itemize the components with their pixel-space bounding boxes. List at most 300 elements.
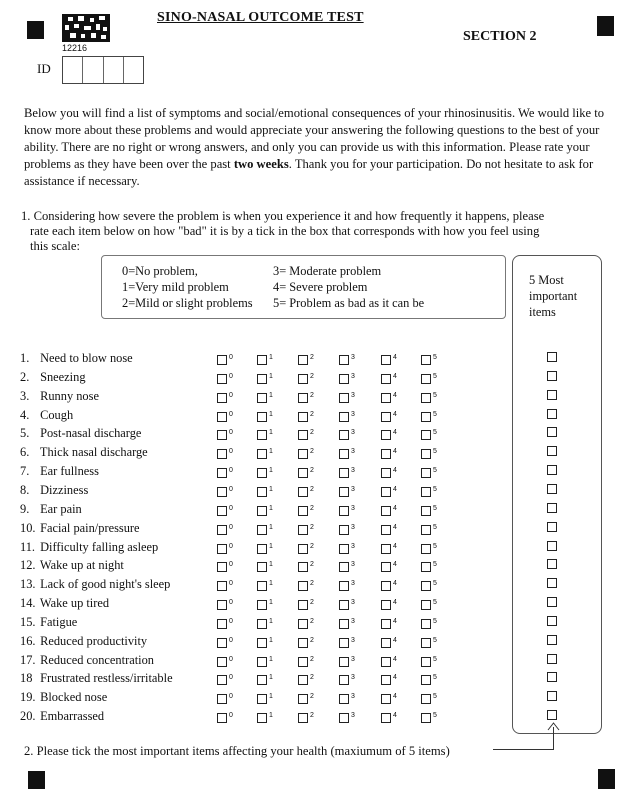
important-item-checkbox[interactable] [547,635,557,645]
score-checkbox[interactable] [257,675,267,685]
score-label: 1 [269,636,273,644]
score-label: 5 [433,561,437,569]
score-label: 0 [229,485,233,493]
score-checkbox[interactable] [298,581,308,591]
score-label: 5 [433,599,437,607]
score-checkbox[interactable] [381,393,391,403]
score-checkbox[interactable] [257,487,267,497]
important-item-checkbox[interactable] [547,578,557,588]
score-label: 3 [351,372,355,380]
score-label: 5 [433,655,437,663]
score-label: 1 [269,504,273,512]
symptom-label: Wake up at night [37,558,124,573]
score-label: 5 [433,693,437,701]
score-checkbox[interactable] [421,449,431,459]
symptom-label: Sneezing [37,369,86,384]
score-checkbox[interactable] [257,600,267,610]
symptom-number: 4. [20,407,30,422]
symptom-number: 2. [20,369,30,384]
score-label: 3 [351,504,355,512]
most-important-heading: 5 Most important items [529,273,578,319]
score-checkbox[interactable] [381,657,391,667]
score-label: 0 [229,354,233,361]
score-label: 0 [229,410,233,418]
score-label: 4 [393,674,397,682]
score-label: 4 [393,580,397,588]
score-checkbox[interactable] [381,374,391,384]
score-checkbox[interactable] [381,638,391,648]
score-label: 1 [269,372,273,380]
score-checkbox[interactable] [298,487,308,497]
important-item-checkbox[interactable] [547,503,557,513]
symptom-label: Ear pain [37,501,82,516]
score-checkbox[interactable] [298,468,308,478]
score-label: 2 [310,655,314,663]
important-item-checkbox[interactable] [547,446,557,456]
score-checkbox[interactable] [339,581,349,591]
symptom-number: 12. [20,558,36,573]
score-checkbox[interactable] [421,694,431,704]
score-checkbox[interactable] [257,562,267,572]
score-label: 4 [393,636,397,644]
score-label: 5 [433,354,437,361]
score-label: 0 [229,599,233,607]
score-checkbox[interactable] [381,412,391,422]
symptom-row [20,521,140,536]
symptom-label: Runny nose [37,388,99,403]
score-checkbox[interactable] [339,675,349,685]
score-checkbox[interactable] [421,619,431,629]
score-label: 3 [351,467,355,475]
score-checkbox[interactable] [298,638,308,648]
score-label: 3 [351,485,355,493]
registration-mark-top-left [27,21,44,39]
score-checkbox[interactable] [298,374,308,384]
score-checkbox[interactable] [298,412,308,422]
score-checkbox[interactable] [381,525,391,535]
score-label: 2 [310,504,314,512]
score-label: 0 [229,693,233,701]
score-label: 4 [393,693,397,701]
score-checkbox[interactable] [298,619,308,629]
symptom-label: Ear fullness [37,464,99,479]
score-checkbox[interactable] [217,430,227,440]
score-label: 1 [269,391,273,399]
score-checkbox[interactable] [217,412,227,422]
score-label: 1 [269,655,273,663]
important-item-checkbox[interactable] [547,691,557,701]
score-label: 1 [269,674,273,682]
symptom-number: 9. [20,501,30,516]
score-checkbox[interactable] [381,675,391,685]
score-checkbox[interactable] [298,713,308,723]
score-checkbox[interactable] [298,525,308,535]
score-checkbox[interactable] [217,506,227,516]
score-checkbox[interactable] [217,581,227,591]
score-label: 2 [310,485,314,493]
score-label: 0 [229,429,233,437]
score-checkbox[interactable] [421,581,431,591]
score-checkbox[interactable] [339,600,349,610]
important-item-checkbox[interactable] [547,672,557,682]
score-checkbox[interactable] [257,638,267,648]
score-label: 5 [433,542,437,550]
score-label: 4 [393,523,397,531]
score-checkbox[interactable] [381,694,391,704]
score-label: 3 [351,636,355,644]
score-checkbox[interactable] [339,412,349,422]
score-checkbox[interactable] [217,355,227,365]
symptom-label: Reduced concentration [37,652,154,667]
score-checkbox[interactable] [421,675,431,685]
symptom-label: Cough [37,407,74,422]
score-label: 4 [393,448,397,456]
score-label: 5 [433,448,437,456]
symptom-number: 19. [20,690,36,705]
score-checkbox[interactable] [257,694,267,704]
score-label: 0 [229,636,233,644]
important-item-checkbox[interactable] [547,710,557,720]
score-checkbox[interactable] [298,430,308,440]
important-item-checkbox[interactable] [547,352,557,362]
important-item-checkbox[interactable] [547,541,557,551]
score-label: 2 [310,599,314,607]
score-checkbox[interactable] [298,694,308,704]
score-checkbox[interactable] [421,393,431,403]
scale-0: 0=No problem, [122,264,198,278]
score-label: 3 [351,674,355,682]
intro-emphasis: two weeks [233,157,289,171]
score-label: 5 [433,580,437,588]
symptom-row [20,389,99,404]
score-checkbox[interactable] [421,638,431,648]
question-1 [21,209,611,254]
score-label: 3 [351,391,355,399]
score-checkbox[interactable] [381,562,391,572]
id-digit-box[interactable] [63,57,83,83]
scale-4: 4= Severe problem [273,280,368,294]
registration-mark-bottom-left [28,771,45,789]
score-label: 0 [229,504,233,512]
score-label: 2 [310,372,314,380]
form-barcode [62,14,110,42]
score-checkbox[interactable] [257,525,267,535]
score-label: 2 [310,561,314,569]
symptom-label: Wake up tired [37,596,110,611]
question-1-line-3: this scale: [30,239,81,253]
score-label: 3 [351,712,355,720]
score-checkbox[interactable] [217,393,227,403]
score-label: 0 [229,561,233,569]
form-title: SINO-NASAL OUTCOME TEST [157,10,364,25]
score-checkbox[interactable] [421,600,431,610]
symptom-number: 14. [20,596,36,611]
score-checkbox[interactable] [298,657,308,667]
score-checkbox[interactable] [339,525,349,535]
score-checkbox[interactable] [339,393,349,403]
important-item-checkbox[interactable] [547,654,557,664]
important-item-checkbox[interactable] [547,427,557,437]
score-checkbox[interactable] [381,713,391,723]
score-checkbox[interactable] [257,506,267,516]
score-checkbox[interactable] [257,581,267,591]
score-checkbox[interactable] [217,374,227,384]
score-label: 3 [351,561,355,569]
score-checkbox[interactable] [421,657,431,667]
id-digit-box[interactable] [83,57,103,83]
score-checkbox[interactable] [257,544,267,554]
score-checkbox[interactable] [381,449,391,459]
score-label: 5 [433,429,437,437]
score-label: 4 [393,354,397,361]
arrow-horizontal [493,749,554,750]
form-code: 12216 [62,43,88,53]
important-item-checkbox[interactable] [547,390,557,400]
important-item-checkbox[interactable] [547,409,557,419]
score-checkbox[interactable] [421,544,431,554]
score-label: 0 [229,523,233,531]
scale-5: 5= Problem as bad as it can be [273,296,425,310]
score-checkbox[interactable] [381,355,391,365]
scale-2: 2=Mild or slight problems [122,296,253,310]
score-label: 3 [351,580,355,588]
score-label: 0 [229,617,233,625]
score-checkbox[interactable] [339,619,349,629]
score-checkbox[interactable] [381,600,391,610]
score-label: 1 [269,617,273,625]
score-checkbox[interactable] [257,393,267,403]
score-label: 2 [310,636,314,644]
symptom-row [20,596,109,611]
question-2: 2. Please tick the most important items affecting your health (maxiumum of 5 items) [24,744,450,758]
score-checkbox[interactable] [217,694,227,704]
intro-paragraph: Below you will find a list of symptoms and social/emotional consequences of your rhinosinusitis. We would like to know more about these problems and would appreciate your answering the following questions to the best of your ability. There are no right or wrong answers, and only you can provide us with this information. Please rate your problems as they have been over the past two weeks. Thank you for your participation. Do not hesitate to ask for assistance if necessary. [24,106,605,188]
score-checkbox[interactable] [257,374,267,384]
score-label: 1 [269,429,273,437]
score-label: 3 [351,448,355,456]
score-label: 1 [269,599,273,607]
symptom-number: 1. [20,351,30,365]
score-checkbox[interactable] [298,600,308,610]
scale-1: 1=Very mild problem [122,280,229,294]
score-checkbox[interactable] [339,355,349,365]
score-checkbox[interactable] [257,355,267,365]
score-label: 3 [351,617,355,625]
score-checkbox[interactable] [381,430,391,440]
score-checkbox[interactable] [298,562,308,572]
score-checkbox[interactable] [381,581,391,591]
score-checkbox[interactable] [257,468,267,478]
score-checkbox[interactable] [339,374,349,384]
id-field[interactable] [62,56,144,84]
symptom-row [20,370,86,385]
score-checkbox[interactable] [257,619,267,629]
score-label: 0 [229,712,233,720]
symptom-number: 3. [20,388,30,403]
symptom-label: Blocked nose [37,690,108,705]
score-checkbox[interactable] [339,430,349,440]
symptom-row [20,558,124,573]
symptom-number: 15. [20,614,36,629]
symptom-label: Post-nasal discharge [37,426,142,441]
score-checkbox[interactable] [298,506,308,516]
score-label: 3 [351,354,355,361]
score-checkbox[interactable] [339,449,349,459]
score-checkbox[interactable] [217,619,227,629]
score-checkbox[interactable] [381,544,391,554]
score-label: 2 [310,523,314,531]
score-checkbox[interactable] [217,468,227,478]
score-label: 5 [433,372,437,380]
score-label: 4 [393,561,397,569]
most-important-column [512,255,602,734]
symptom-row [20,709,104,724]
symptom-row [20,426,141,441]
score-label: 5 [433,674,437,682]
score-checkbox[interactable] [421,430,431,440]
score-label: 2 [310,391,314,399]
score-checkbox[interactable] [339,638,349,648]
score-label: 2 [310,712,314,720]
score-checkbox[interactable] [298,675,308,685]
score-label: 4 [393,599,397,607]
important-item-checkbox[interactable] [547,522,557,532]
score-checkbox[interactable] [217,525,227,535]
score-checkbox[interactable] [217,713,227,723]
score-label: 0 [229,372,233,380]
symptom-row [20,615,77,630]
score-label: 1 [269,693,273,701]
score-label: 3 [351,429,355,437]
score-checkbox[interactable] [381,487,391,497]
score-checkbox[interactable] [339,713,349,723]
symptom-row [20,464,99,479]
score-checkbox[interactable] [217,544,227,554]
score-label: 1 [269,561,273,569]
score-checkbox[interactable] [421,713,431,723]
score-checkbox[interactable] [257,449,267,459]
symptom-row [20,502,82,517]
score-checkbox[interactable] [381,506,391,516]
score-checkbox[interactable] [298,355,308,365]
score-label: 1 [269,410,273,418]
score-checkbox[interactable] [339,487,349,497]
section-label: SECTION 2 [463,29,537,44]
score-checkbox[interactable] [339,694,349,704]
score-label: 3 [351,410,355,418]
score-checkbox[interactable] [217,657,227,667]
score-checkbox[interactable] [421,487,431,497]
symptom-number: 7. [20,464,30,479]
score-checkbox[interactable] [339,506,349,516]
score-checkbox[interactable] [339,657,349,667]
score-label: 0 [229,580,233,588]
symptom-row [20,653,154,668]
score-label: 2 [310,674,314,682]
symptom-row [20,634,147,649]
score-label: 4 [393,429,397,437]
symptom-label: Reduced productivity [37,633,148,648]
score-checkbox[interactable] [257,430,267,440]
symptom-number: 18 [20,671,33,686]
symptom-row [20,690,107,705]
score-label: 0 [229,467,233,475]
scale-legend [101,255,506,319]
important-item-checkbox[interactable] [547,371,557,381]
score-checkbox[interactable] [339,562,349,572]
important-item-checkbox[interactable] [547,484,557,494]
symptom-label: Need to blow nose [37,351,133,365]
score-checkbox[interactable] [217,449,227,459]
score-checkbox[interactable] [421,525,431,535]
symptom-number: 13. [20,577,36,592]
score-checkbox[interactable] [421,506,431,516]
score-checkbox[interactable] [339,544,349,554]
score-label: 4 [393,372,397,380]
score-checkbox[interactable] [257,713,267,723]
important-item-checkbox[interactable] [547,465,557,475]
score-checkbox[interactable] [217,487,227,497]
arrow-head-icon [547,722,560,731]
score-checkbox[interactable] [217,600,227,610]
score-checkbox[interactable] [298,449,308,459]
score-label: 1 [269,712,273,720]
score-checkbox[interactable] [421,355,431,365]
score-label: 3 [351,523,355,531]
score-checkbox[interactable] [298,544,308,554]
important-item-checkbox[interactable] [547,616,557,626]
symptom-row [20,671,173,686]
score-checkbox[interactable] [381,619,391,629]
score-checkbox[interactable] [421,412,431,422]
symptom-number: 11. [20,539,36,554]
score-checkbox[interactable] [217,675,227,685]
score-label: 2 [310,467,314,475]
score-label: 4 [393,504,397,512]
registration-mark-bottom-right [598,769,615,789]
score-checkbox[interactable] [217,562,227,572]
score-label: 4 [393,712,397,720]
score-label: 5 [433,410,437,418]
score-checkbox[interactable] [217,638,227,648]
scale-3: 3= Moderate problem [273,264,382,278]
score-label: 5 [433,467,437,475]
score-label: 5 [433,636,437,644]
id-label: ID [37,61,51,76]
score-checkbox[interactable] [421,468,431,478]
score-checkbox[interactable] [381,468,391,478]
id-digit-box[interactable] [104,57,124,83]
score-label: 4 [393,467,397,475]
score-label: 2 [310,693,314,701]
symptom-number: 6. [20,445,30,460]
score-checkbox[interactable] [421,374,431,384]
score-checkbox[interactable] [421,562,431,572]
score-label: 2 [310,354,314,361]
score-label: 0 [229,448,233,456]
score-checkbox[interactable] [257,657,267,667]
score-label: 5 [433,485,437,493]
score-checkbox[interactable] [298,393,308,403]
important-item-checkbox[interactable] [547,597,557,607]
score-checkbox[interactable] [339,468,349,478]
score-label: 3 [351,655,355,663]
important-item-checkbox[interactable] [547,559,557,569]
score-checkbox[interactable] [257,412,267,422]
symptom-number: 16. [20,633,36,648]
id-digit-box[interactable] [124,57,143,83]
score-label: 5 [433,391,437,399]
